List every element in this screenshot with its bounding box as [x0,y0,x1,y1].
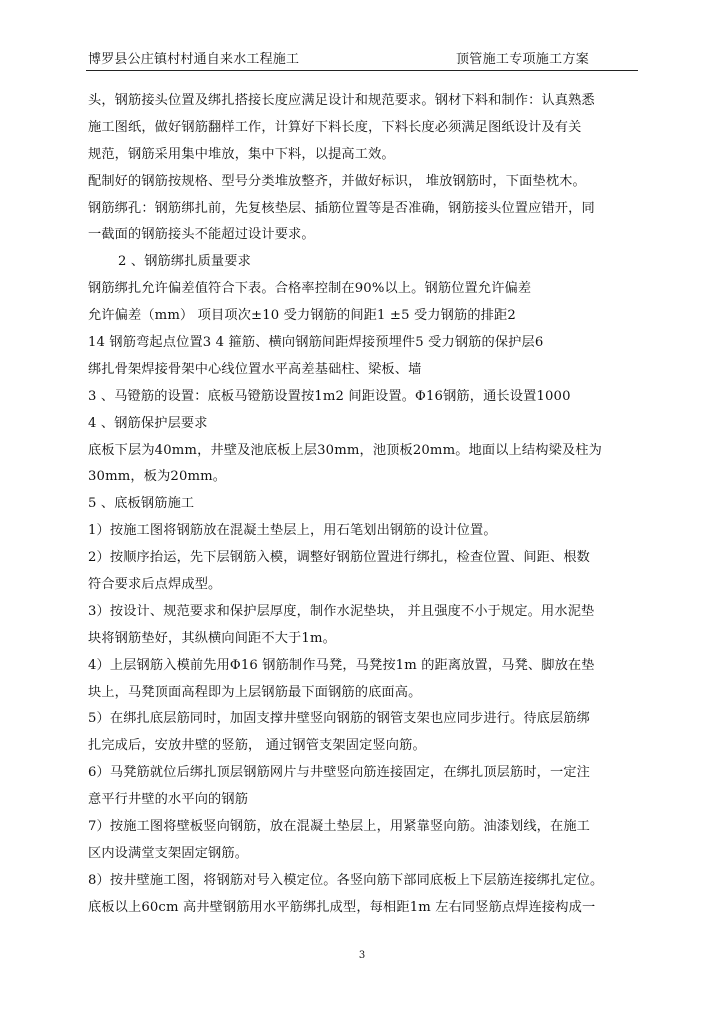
section-heading: 2 、钢筋绑扎质量要求 [118,254,251,270]
text-line: 块将钢筋垫好，其纵横向间距不大于1m。 [88,630,336,646]
text-line: 底板下层为40mm，井壁及池底板上层30mm，池顶板20mm。地面以上结构梁及柱为 [88,442,602,458]
text-line: 绑扎骨架焊接骨架中心线位置水平高差基础柱、梁板、墙 [88,361,422,377]
text-line: 符合要求后点焊成型。 [88,577,222,593]
text-line: 6）马凳筋就位后绑扎顶层钢筋网片与井壁竖向筋连接固定，在绑扎顶层筋时，一定注 [88,765,591,781]
text-line: 3）按设计、规范要求和保护层厚度，制作水泥垫块， 并且强度不小于规定。用水泥垫 [88,603,595,619]
text-line: 钢筋绑扎允许偏差值符合下表。合格率控制在90%以上。钢筋位置允许偏差 [88,281,532,297]
header-project-title: 博罗县公庄镇村村通自来水工程施工 [88,52,300,67]
text-line: 30mm，板为20mm。 [88,469,227,485]
section-heading: 4 、钢筋保护层要求 [88,415,208,431]
text-line: 施工图纸，做好钢筋翻样工作，计算好下料长度，下料长度必须满足图纸设计及有关 [88,119,582,135]
text-line: 一截面的钢筋接头不能超过设计要求。 [88,227,315,243]
page-number: 3 [358,950,366,961]
text-line: 扎完成后，安放井壁的竖筋， 通过钢管支架固定竖向筋。 [88,738,426,754]
text-line: 钢筋绑孔：钢筋绑扎前，先复核垫层、插筋位置等是否准确，钢筋接头位置应错开，同 [88,200,595,216]
text-line: 允许偏差（mm） 项目项次±10 受力钢筋的间距1 ±5 受力钢筋的排距2 [88,308,516,324]
text-line: 7）按施工图将壁板竖向钢筋，放在混凝土垫层上，用紧靠竖向筋。油漆划线，在施工 [88,819,591,835]
text-line: 2）按顺序抬运，先下层钢筋入模，调整好钢筋位置进行绑扎，检查位置、间距、根数 [88,550,591,566]
page-header [88,48,636,70]
text-line: 规范，钢筋采用集中堆放，集中下料，以提高工效。 [88,146,395,162]
document-body [88,88,640,922]
text-line: 区内设满堂支架固定钢筋。 [88,845,249,861]
text-line: 块上，马凳顶面高程即为上层钢筋最下面钢筋的底面高。 [88,684,422,700]
text-line: 头，钢筋接头位置及绑扎搭接长度应满足设计和规范要求。钢材下料和制作：认真熟悉 [88,93,595,108]
text-line: 4）上层钢筋入模前先用Φ16 钢筋制作马凳，马凳按1m 的距离放置，马凳、脚放在垫 [88,657,595,673]
text-line: 配制好的钢筋按规格、型号分类堆放整齐，并做好标识， 堆放钢筋时，下面垫枕木。 [88,173,586,189]
text-line: 8）按井壁施工图，将钢筋对号入模定位。各竖向筋下部同底板上下层筋连接绑扎定位。 [88,872,604,888]
text-line: 1）按施工图将钢筋放在混凝土垫层上，用石笔划出钢筋的设计位置。 [88,523,497,539]
text-line: 14 钢筋弯起点位置3 4 箍筋、横向钢筋间距焊接预埋件5 受力钢筋的保护层6 [88,335,544,351]
text-line: 5）在绑扎底层筋同时，加固支撑井壁竖向钢筋的钢管支架也应同步进行。待底层筋绑 [88,711,591,727]
header-document-title: 顶管施工专项施工方案 [456,52,590,67]
text-line: 底板以上60cm 高井壁钢筋用水平筋绑扎成型，每相距1m 左右同竖筋点焊连接构成一 [88,899,596,915]
section-heading: 5 、底板钢筋施工 [88,496,195,512]
text-line: 3 、马镫筋的设置：底板马镫筋设置按1m2 间距设置。Φ16钢筋，通长设置1000 [88,388,571,404]
header-divider [86,70,638,71]
text-line: 意平行井壁的水平向的钢筋 [88,792,249,808]
